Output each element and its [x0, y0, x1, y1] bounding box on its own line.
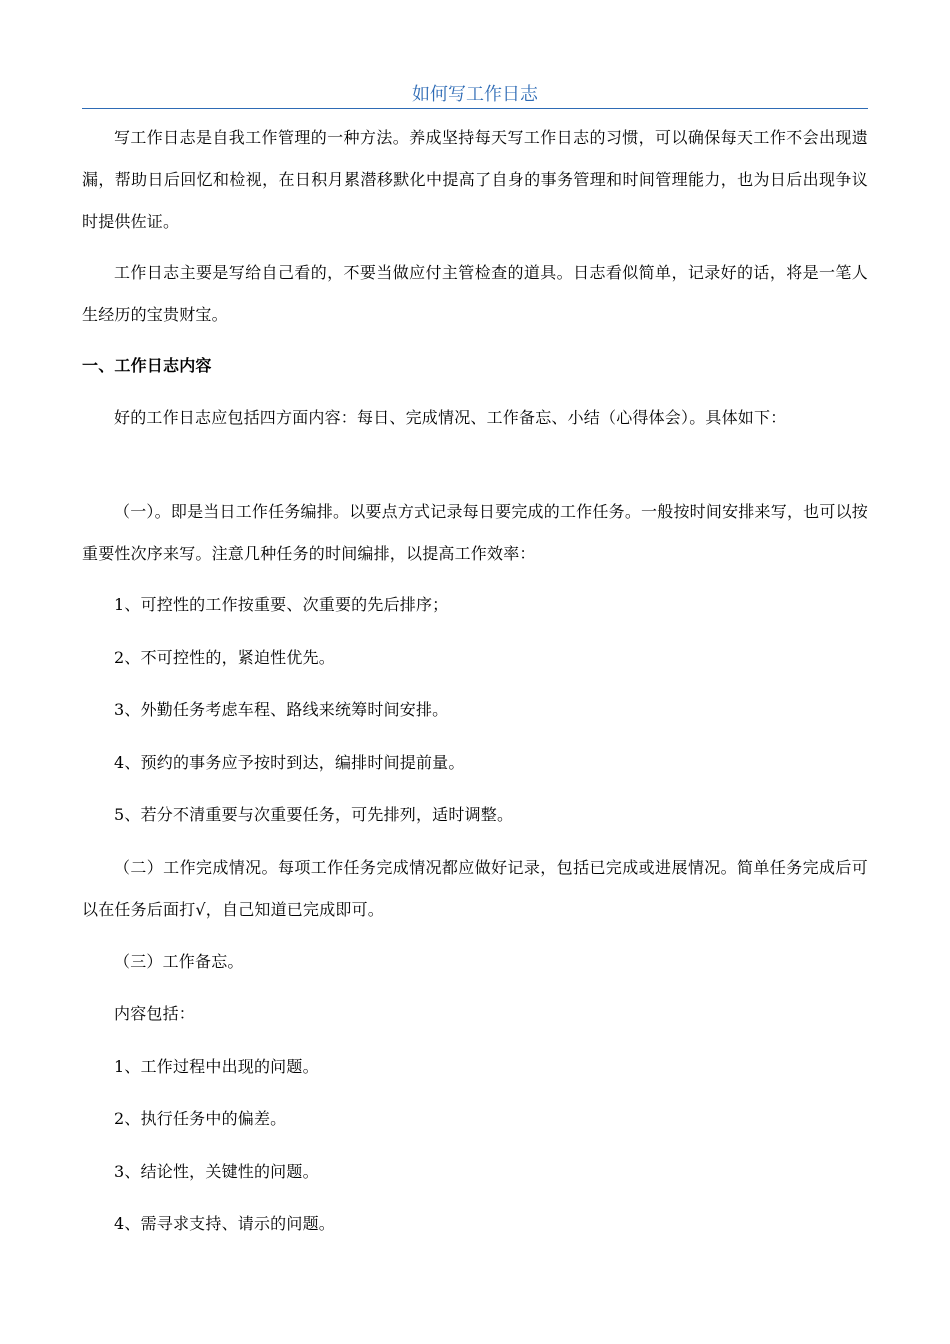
memo-heading-paragraph: （三）工作备忘。 — [114, 952, 244, 971]
content-overview-paragraph: 好的工作日志应包括四方面内容：每日、完成情况、工作备忘、小结（心得体会）。具体如下： — [114, 408, 787, 427]
memo-contents-label: 内容包括： — [114, 1004, 196, 1023]
list-item: 4、预约的事务应予按时到达，编排时间提前量。 — [114, 753, 465, 772]
list-item: 4、需寻求支持、请示的问题。 — [114, 1214, 335, 1233]
list-item: 1、可控性的工作按重要、次重要的先后排序； — [114, 595, 449, 614]
list-item: 3、结论性，关键性的问题。 — [114, 1162, 319, 1181]
list-item: 1、工作过程中出现的问题。 — [114, 1057, 319, 1076]
daily-plan-paragraph: （一）。即是当日工作任务编排。以要点方式记录每日要完成的工作任务。一般按时间安排来写，也可以按重要性次序来写。注意几种任务的时间编排，以提高工作效率： — [82, 502, 868, 563]
title-underline — [82, 108, 868, 109]
intro-paragraph: 写工作日志是自我工作管理的一种方法。养成坚持每天写工作日志的习惯，可以确保每天工作不会出现遗漏，帮助日后回忆和检视，在日积月累潜移默化中提高了自身的事务管理和时间管理能力，也为日后出现争议时提供佐证。 — [82, 128, 868, 231]
list-item: 3、外勤任务考虑车程、路线来统筹时间安排。 — [114, 700, 449, 719]
list-item: 2、不可控性的，紧迫性优先。 — [114, 648, 335, 667]
list-item: 2、执行任务中的偏差。 — [114, 1109, 287, 1128]
completion-paragraph: （二）工作完成情况。每项工作任务完成情况都应做好记录，包括已完成或进展情况。简单任务完成后可以在任务后面打√，自己知道已完成即可。 — [82, 858, 868, 919]
list-item: 5、若分不清重要与次重要任务，可先排列，适时调整。 — [114, 805, 514, 824]
section-heading-content: 一、工作日志内容 — [82, 356, 212, 375]
purpose-paragraph: 工作日志主要是写给自己看的，不要当做应付主管检查的道具。日志看似简单，记录好的话，将是一笔人生经历的宝贵财宝。 — [82, 263, 868, 324]
document-title: 如何写工作日志 — [412, 84, 538, 105]
